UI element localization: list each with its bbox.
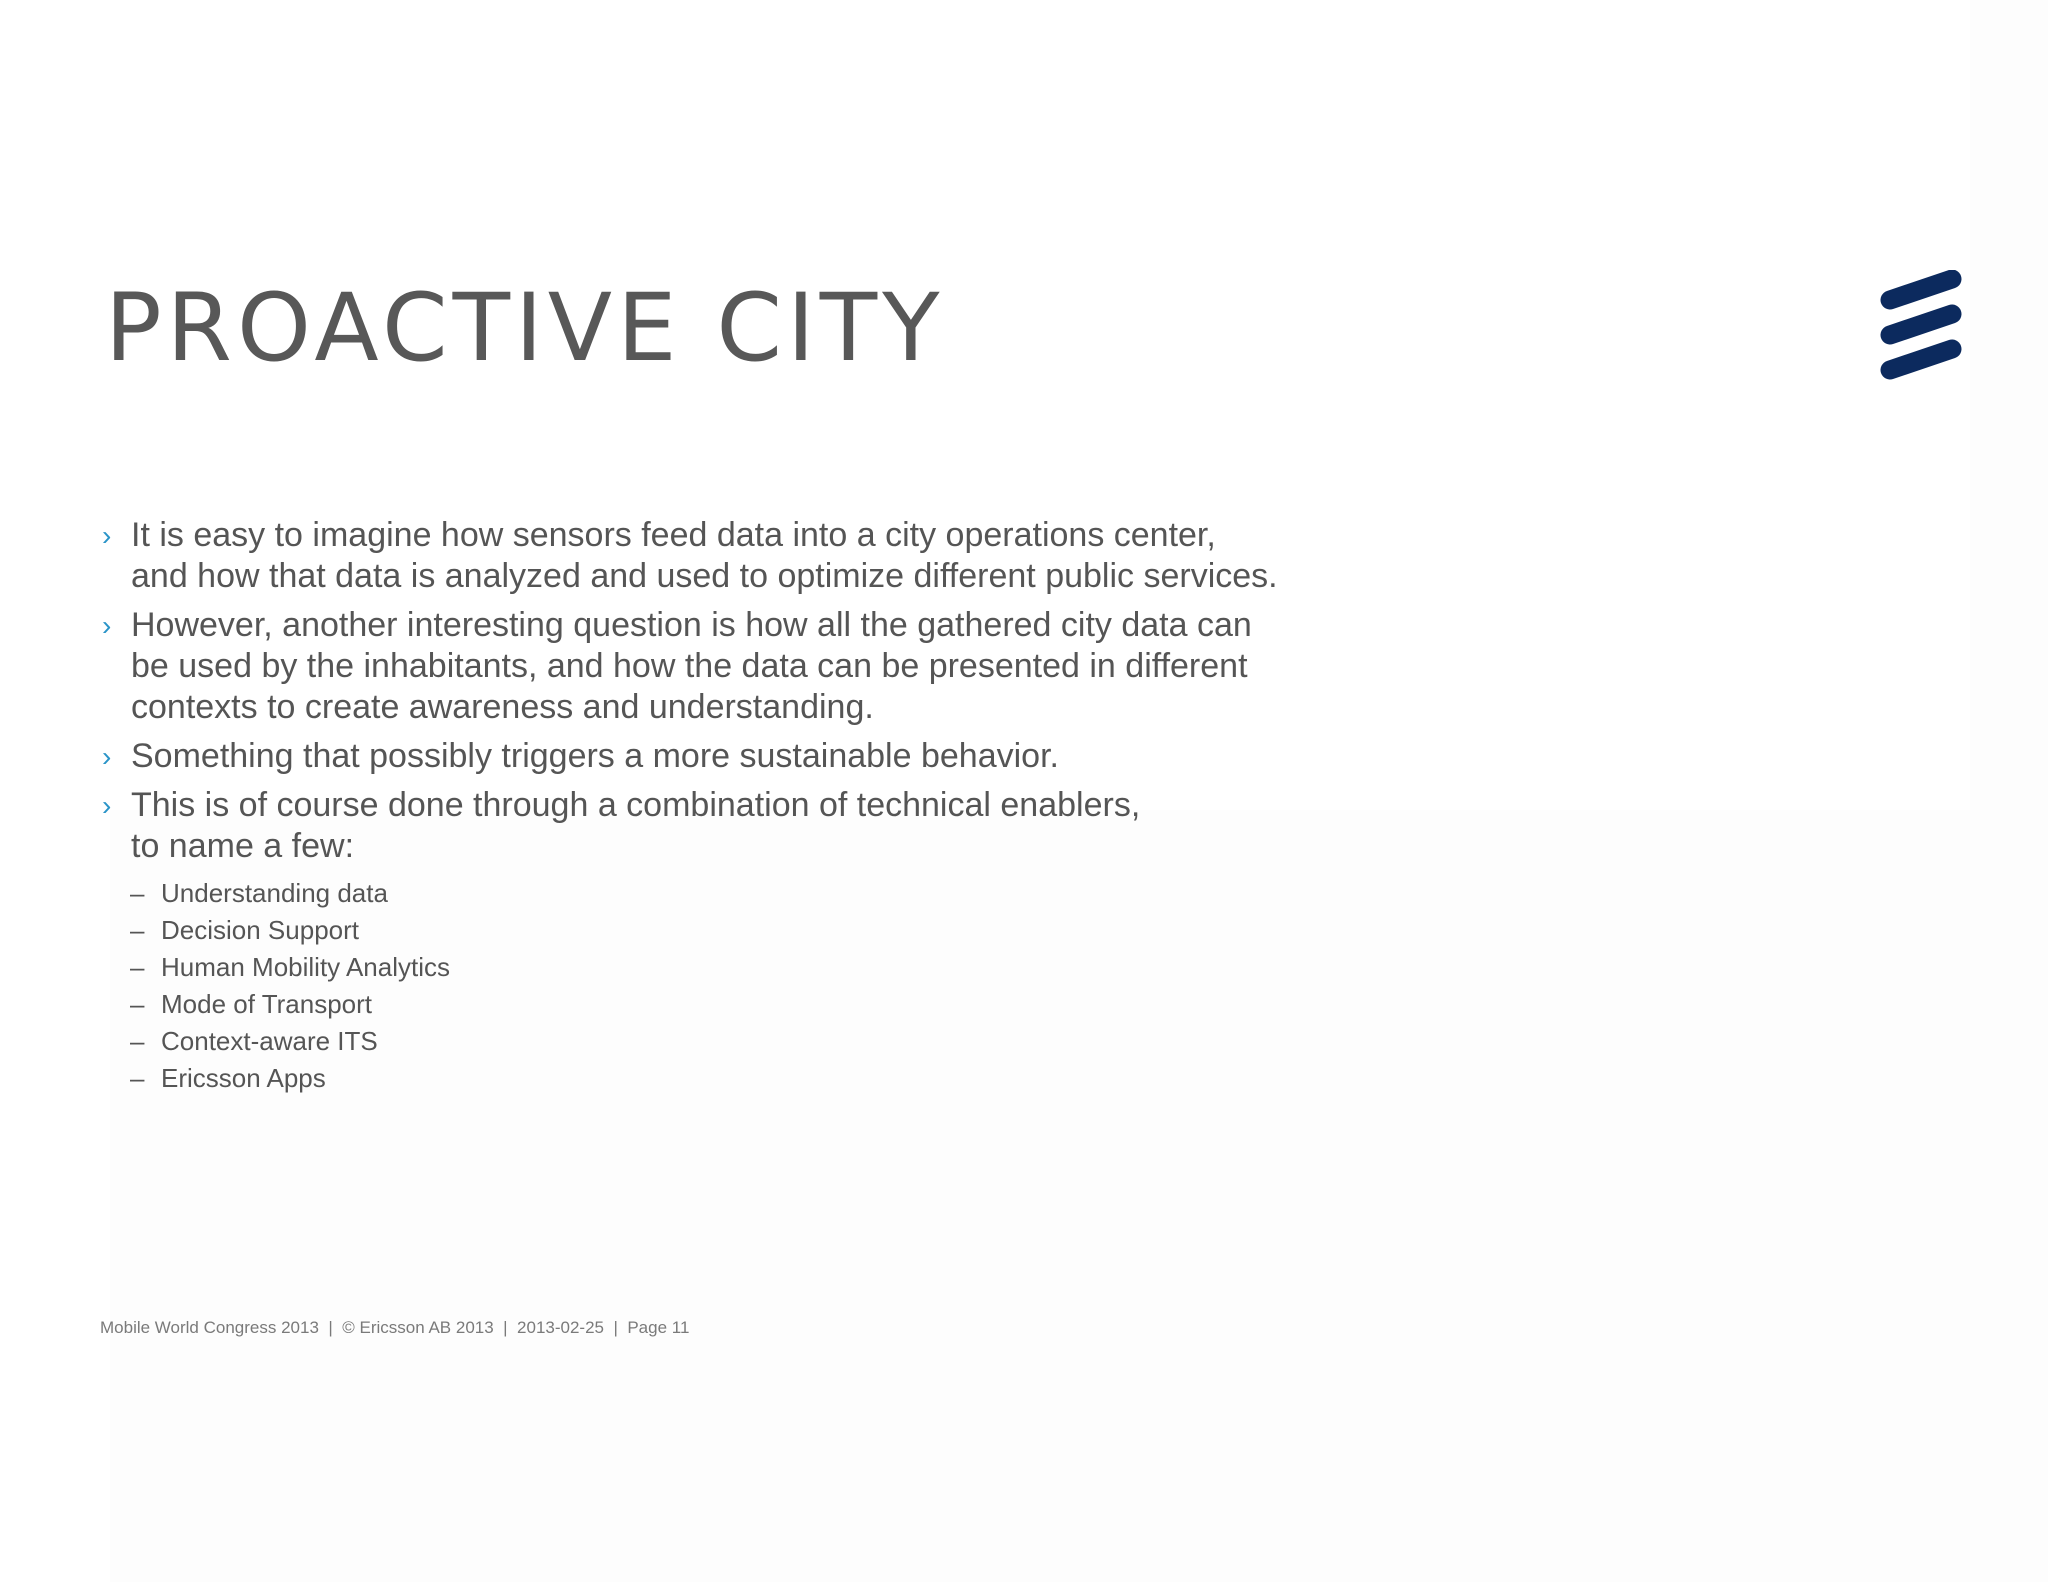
- slide-footer: [100, 1318, 689, 1338]
- dash-icon: –: [130, 989, 145, 1019]
- footer-separator: |: [503, 1318, 508, 1337]
- footer-separator: |: [613, 1318, 618, 1337]
- sub-item-label: Human Mobility Analytics: [161, 952, 450, 982]
- bullet-line: It is easy to imagine how sensors feed data into a city operations center,: [131, 516, 1216, 554]
- sub-item-list: [102, 875, 1342, 1097]
- bullet-item: [102, 736, 1342, 777]
- sub-item-label: Context-aware ITS: [161, 1026, 378, 1056]
- dash-icon: –: [130, 1063, 145, 1093]
- sub-item-label: Mode of Transport: [161, 989, 372, 1019]
- bullet-item: [102, 785, 1342, 867]
- bullet-item: [102, 515, 1342, 597]
- sub-item-label: Decision Support: [161, 915, 359, 945]
- slide-title: PROACTIVE CITY: [105, 274, 945, 383]
- dash-icon: –: [130, 1026, 145, 1056]
- chevron-right-icon: ›: [102, 790, 112, 821]
- footer-separator: |: [328, 1318, 333, 1337]
- bullet-line: Something that possibly triggers a more sustainable behavior.: [131, 737, 1059, 775]
- sub-item: [102, 949, 1342, 986]
- bullet-line: be used by the inhabitants, and how the data can be presented in different: [131, 647, 1248, 685]
- dash-icon: –: [130, 878, 145, 908]
- bullet-line: contexts to create awareness and understanding.: [131, 688, 874, 726]
- footer-event: Mobile World Congress 2013: [100, 1318, 319, 1337]
- sub-item-label: Understanding data: [161, 878, 388, 908]
- sub-item: [102, 912, 1342, 949]
- chevron-right-icon: ›: [102, 741, 112, 772]
- slide-content: [102, 515, 1342, 1097]
- ericsson-logo-icon: [1878, 270, 1964, 380]
- bullet-item: [102, 605, 1342, 728]
- sub-item: [102, 875, 1342, 912]
- bullet-line: However, another interesting question is how all the gathered city data can: [131, 606, 1252, 644]
- sub-item: [102, 1060, 1342, 1097]
- chevron-right-icon: ›: [102, 610, 112, 641]
- bullet-line: This is of course done through a combination of technical enablers,: [131, 786, 1141, 824]
- sub-item: [102, 986, 1342, 1023]
- footer-page-number: Page 11: [627, 1318, 690, 1337]
- dash-icon: –: [130, 915, 145, 945]
- footer-copyright: © Ericsson AB 2013: [342, 1318, 494, 1337]
- bullet-list: [102, 515, 1342, 867]
- background-panel-right: [1970, 0, 2048, 1582]
- dash-icon: –: [130, 952, 145, 982]
- bullet-line: and how that data is analyzed and used to optimize different public services.: [131, 557, 1278, 595]
- sub-item: [102, 1023, 1342, 1060]
- bullet-line: to name a few:: [131, 827, 355, 865]
- sub-item-label: Ericsson Apps: [161, 1063, 326, 1093]
- chevron-right-icon: ›: [102, 520, 112, 551]
- footer-date: 2013-02-25: [517, 1318, 604, 1337]
